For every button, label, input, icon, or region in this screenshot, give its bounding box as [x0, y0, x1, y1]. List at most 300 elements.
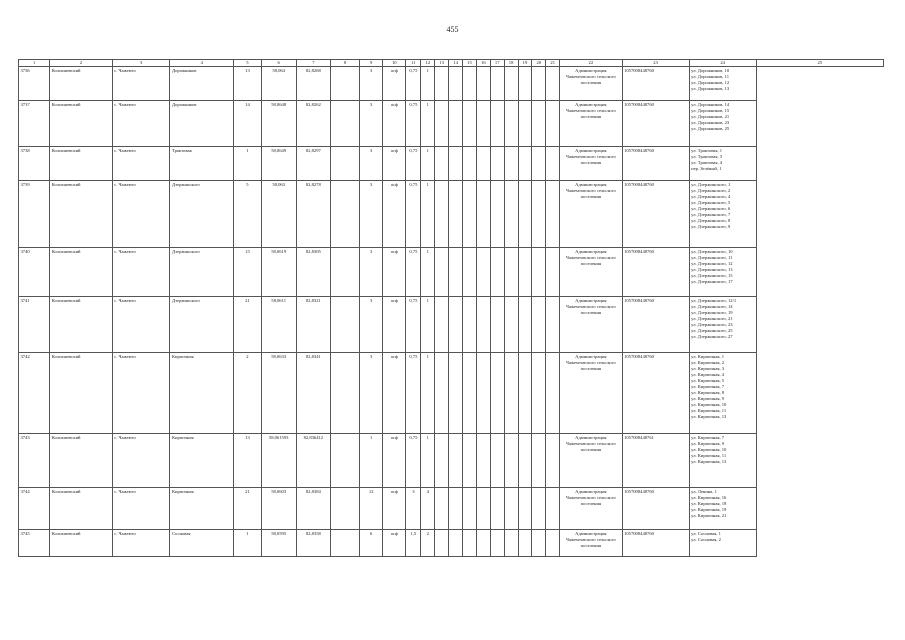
table-cell: 13	[234, 67, 262, 101]
table-cell	[518, 530, 532, 557]
address-line: ул. Кирпичная, 7	[691, 383, 725, 389]
table-cell	[449, 248, 463, 297]
table-cell: 58,0611	[261, 297, 296, 353]
table-cell: 58,061593	[261, 434, 296, 488]
table-cell	[463, 248, 477, 297]
table-cell	[518, 248, 532, 297]
table-cell: Колпашевский	[50, 488, 112, 530]
table-cell	[518, 181, 532, 248]
address-line: ул. Дзержинского, 9	[691, 223, 731, 229]
table-cell: Дорожников	[170, 67, 234, 101]
table-cell	[435, 530, 449, 557]
table-cell: 0,75	[406, 248, 421, 297]
address-line: ул. Кирпичная, 13	[691, 458, 727, 464]
table-cell: 2	[421, 530, 435, 557]
table-cell: Администрация Чажемтовского сельского поселения	[560, 488, 622, 530]
address-line: ул. Дзержинского, 10	[691, 249, 733, 254]
table-cell: 3740	[19, 248, 50, 297]
address-line: ул. Дорожников, 15	[691, 107, 730, 113]
table-cell	[504, 297, 518, 353]
address-list-cell	[689, 181, 756, 248]
table-cell: Колпашевский	[50, 297, 112, 353]
table-row	[19, 530, 884, 557]
table-cell	[331, 181, 360, 248]
table-cell: 3	[360, 353, 383, 434]
table-cell	[504, 101, 518, 147]
table-cell: 82,8384	[296, 488, 331, 530]
address-line: ул. Кирпичная, 10	[691, 401, 727, 407]
table-cell	[476, 488, 490, 530]
table-cell	[532, 297, 546, 353]
table-row	[19, 353, 884, 434]
registry-table	[18, 59, 884, 557]
table-cell: 3	[360, 67, 383, 101]
table-cell: 3	[406, 488, 421, 530]
table-cell: 13	[234, 434, 262, 488]
address-line: ул. Дорожников, 10	[691, 68, 730, 73]
table-cell	[331, 434, 360, 488]
table-cell	[331, 147, 360, 181]
table-cell	[518, 67, 532, 101]
column-number: 18	[504, 60, 518, 67]
table-cell: асф	[383, 530, 406, 557]
table-cell: 3738	[19, 147, 50, 181]
column-number: 17	[490, 60, 504, 67]
address-line: ул. Дзержинского, 4	[691, 193, 731, 199]
address-line: ул. Дзержинского, 11	[691, 254, 733, 260]
table-cell: 58,063	[261, 181, 296, 248]
column-number: 13	[435, 60, 449, 67]
address-line: ул. Кирпичная, 16	[691, 494, 727, 500]
table-cell	[449, 530, 463, 557]
table-cell	[476, 248, 490, 297]
address-line: ул. Кирпичная, 11	[691, 452, 727, 458]
table-cell: 82,836412	[296, 434, 331, 488]
address-line: ул. Дорожников, 23	[691, 119, 730, 125]
table-cell: 14	[234, 101, 262, 147]
table-cell	[490, 181, 504, 248]
table-cell	[490, 488, 504, 530]
table-cell: асф	[383, 434, 406, 488]
table-cell: 3741	[19, 297, 50, 353]
table-cell	[476, 101, 490, 147]
table-cell: с. Чажемто	[112, 530, 170, 557]
table-cell	[476, 530, 490, 557]
table-cell: 1	[421, 297, 435, 353]
table-cell: с. Чажемто	[112, 181, 170, 248]
table-cell	[449, 181, 463, 248]
address-line: ул. Дзержинского, 15	[691, 272, 733, 278]
table-cell: 0,75	[406, 353, 421, 434]
table-cell: с. Чажемто	[112, 353, 170, 434]
address-list-cell	[689, 530, 756, 557]
table-cell: Колпашевский	[50, 530, 112, 557]
table-cell: Администрация Чажемтовского сельского поселения	[560, 530, 622, 557]
table-cell	[490, 297, 504, 353]
table-cell	[490, 353, 504, 434]
table-cell	[331, 530, 360, 557]
table-cell: асф	[383, 147, 406, 181]
table-cell: 1	[234, 147, 262, 181]
table-cell: Колпашевский	[50, 147, 112, 181]
table-cell	[331, 101, 360, 147]
table-cell: с. Чажемто	[112, 488, 170, 530]
table-cell	[504, 434, 518, 488]
table-cell: 58,0633	[261, 353, 296, 434]
address-list-cell	[689, 101, 756, 147]
address-line: ул. Кирпичная, 3	[691, 365, 725, 371]
table-cell	[546, 530, 560, 557]
table-cell	[490, 67, 504, 101]
table-cell: асф	[383, 297, 406, 353]
table-cell: 1057008448760	[622, 101, 689, 147]
table-cell: с. Чажемто	[112, 67, 170, 101]
table-cell	[463, 353, 477, 434]
table-cell: асф	[383, 488, 406, 530]
table-cell	[435, 67, 449, 101]
table-cell: 58,0648	[261, 101, 296, 147]
column-number: 5	[234, 60, 262, 67]
table-cell: с. Чажемто	[112, 101, 170, 147]
table-cell: 58,0649	[261, 147, 296, 181]
address-line: ул. Кирпичная, 9	[691, 440, 725, 446]
table-cell	[518, 101, 532, 147]
table-cell: Колпашевский	[50, 101, 112, 147]
table-cell	[532, 353, 546, 434]
table-cell: 1057008448760	[622, 248, 689, 297]
address-line: ул. Дзержинского, 25	[691, 327, 733, 333]
table-cell: Администрация Чажемтовского сельского поселения	[560, 248, 622, 297]
table-row	[19, 488, 884, 530]
address-line: ул. Кирпичная, 11	[691, 407, 727, 413]
table-cell	[504, 147, 518, 181]
address-line: ул. Дорожников, 21	[691, 113, 730, 119]
table-cell: 0,75	[406, 147, 421, 181]
table-cell	[435, 353, 449, 434]
table-cell: Администрация Чажемтовского сельского поселения	[560, 101, 622, 147]
table-cell	[331, 67, 360, 101]
table-row	[19, 248, 884, 297]
column-number: 6	[261, 60, 296, 67]
table-cell: 4	[421, 488, 435, 530]
table-cell	[463, 67, 477, 101]
table-cell	[449, 434, 463, 488]
column-number: 10	[383, 60, 406, 67]
address-line: ул. Кирпичная, 5	[691, 377, 725, 383]
address-line: ул. Дорожников, 11	[691, 73, 729, 79]
table-cell	[546, 248, 560, 297]
address-line: ул. Дзержинского, 13	[691, 266, 733, 272]
address-line: ул. Кирпичная, 13	[691, 413, 727, 419]
address-list-cell	[689, 297, 756, 353]
table-cell: с. Чажемто	[112, 147, 170, 181]
address-line: ул. Сосновая, 2	[691, 536, 721, 542]
table-cell	[518, 353, 532, 434]
table-cell	[449, 67, 463, 101]
column-number-row	[19, 60, 884, 67]
table-cell: 3	[360, 147, 383, 181]
table-cell	[476, 353, 490, 434]
table-cell: 12	[360, 488, 383, 530]
table-row	[19, 101, 884, 147]
table-row	[19, 434, 884, 488]
table-cell	[435, 297, 449, 353]
table-cell: 1057008448760	[622, 147, 689, 181]
table-cell: 3	[360, 181, 383, 248]
table-cell: 82,8305	[296, 248, 331, 297]
table-cell: с. Чажемто	[112, 297, 170, 353]
table-cell: Дзержинского	[170, 297, 234, 353]
column-number: 25	[756, 60, 883, 67]
address-line: ул. Дзержинского, 23	[691, 321, 733, 327]
column-number: 9	[360, 60, 383, 67]
column-number: 3	[112, 60, 170, 67]
address-list-cell	[689, 67, 756, 101]
table-cell: 3744	[19, 488, 50, 530]
table-cell: 3745	[19, 530, 50, 557]
table-cell	[435, 248, 449, 297]
table-cell: 1	[234, 530, 262, 557]
table-cell	[463, 297, 477, 353]
table-cell: Администрация Чажемтовского сельского поселения	[560, 147, 622, 181]
table-cell: Кирпичная	[170, 488, 234, 530]
table-cell	[504, 248, 518, 297]
table-cell	[532, 488, 546, 530]
table-cell: 1,5	[406, 530, 421, 557]
address-line: ул. Кирпичная, 7	[691, 435, 725, 440]
table-cell: Колпашевский	[50, 434, 112, 488]
table-cell: 1	[421, 434, 435, 488]
table-cell	[518, 434, 532, 488]
table-cell: 1	[421, 248, 435, 297]
table-cell: асф	[383, 248, 406, 297]
table-cell	[463, 181, 477, 248]
table-cell: 3736	[19, 67, 50, 101]
table-cell: 1057008448760	[622, 530, 689, 557]
address-line: ул. Ленина, 1	[691, 489, 717, 494]
table-cell: 1	[421, 147, 435, 181]
column-number: 8	[331, 60, 360, 67]
table-cell	[532, 67, 546, 101]
address-line: ул. Дорожников, 12	[691, 79, 730, 85]
table-cell: Администрация Чажемтовского сельского поселения	[560, 353, 622, 434]
table-cell: асф	[383, 353, 406, 434]
table-cell: с. Чажемто	[112, 434, 170, 488]
table-cell: Администрация Чажемтовского сельского поселения	[560, 181, 622, 248]
address-list-cell	[689, 434, 756, 488]
table-cell	[449, 488, 463, 530]
table-cell: 58,064	[261, 67, 296, 101]
column-number: 14	[449, 60, 463, 67]
table-cell: 6	[360, 530, 383, 557]
table-cell	[449, 353, 463, 434]
table-cell	[546, 147, 560, 181]
table-cell	[504, 488, 518, 530]
table-row	[19, 147, 884, 181]
table-cell: Колпашевский	[50, 67, 112, 101]
table-cell: Дзержинского	[170, 181, 234, 248]
column-number: 1	[19, 60, 50, 67]
table-cell	[504, 181, 518, 248]
table-cell	[518, 147, 532, 181]
table-cell: Кирпичная	[170, 434, 234, 488]
column-number: 24	[689, 60, 756, 67]
table-cell: 1	[360, 434, 383, 488]
table-cell: 1057008448760	[622, 488, 689, 530]
table-cell	[546, 297, 560, 353]
table-cell	[435, 147, 449, 181]
address-line: ул. Дзержинского, 12/1	[691, 298, 737, 303]
table-cell	[331, 248, 360, 297]
column-number: 23	[622, 60, 689, 67]
table-cell: 21	[234, 488, 262, 530]
table-cell	[504, 353, 518, 434]
table-cell: 1	[421, 181, 435, 248]
address-line: ул. Дзержинского, 6	[691, 205, 731, 211]
address-line: ул. Дзержинского, 1	[691, 182, 731, 187]
table-cell: 82,8278	[296, 181, 331, 248]
column-number: 21	[546, 60, 560, 67]
table-cell: 3739	[19, 181, 50, 248]
address-line: ул. Сосновая, 1	[691, 531, 721, 536]
table-cell: Кирпичная	[170, 353, 234, 434]
table-cell	[435, 181, 449, 248]
table-cell: 3742	[19, 353, 50, 434]
table-cell: Администрация Чажемтовского сельского поселения	[560, 67, 622, 101]
table-cell	[463, 488, 477, 530]
table-row	[19, 67, 884, 101]
table-cell	[490, 147, 504, 181]
column-number: 19	[518, 60, 532, 67]
table-cell: 82,8297	[296, 147, 331, 181]
table-cell	[490, 101, 504, 147]
table-cell: 82,8268	[296, 67, 331, 101]
table-cell: 3	[360, 101, 383, 147]
address-line: ул. Дзержинского, 2	[691, 187, 731, 193]
table-cell	[546, 67, 560, 101]
table-cell	[331, 488, 360, 530]
address-line: ул. Дзержинского, 27	[691, 333, 733, 339]
table-cell	[435, 488, 449, 530]
table-cell	[532, 147, 546, 181]
address-list-cell	[689, 488, 756, 530]
table-cell	[490, 248, 504, 297]
table-cell: Колпашевский	[50, 181, 112, 248]
address-line: ул. Трактовая, 4	[691, 159, 723, 165]
table-cell: 1	[421, 101, 435, 147]
table-cell	[490, 530, 504, 557]
table-cell: 82,8262	[296, 101, 331, 147]
table-cell: Администрация Чажемтовского сельского поселения	[560, 297, 622, 353]
table-cell	[546, 488, 560, 530]
table-cell	[476, 434, 490, 488]
table-cell	[331, 297, 360, 353]
address-line: ул. Кирпичная, 21	[691, 512, 727, 518]
table-cell: 1057008448760	[622, 181, 689, 248]
table-cell: 1057008448760	[622, 297, 689, 353]
column-number: 7	[296, 60, 331, 67]
table-cell	[476, 67, 490, 101]
address-line: ул. Кирпичная, 1	[691, 354, 725, 359]
address-line: ул. Дзержинского, 12	[691, 260, 733, 266]
address-line: ул. Дорожников, 25	[691, 125, 730, 131]
table-cell	[331, 353, 360, 434]
table-cell	[463, 101, 477, 147]
table-cell: Дорожников	[170, 101, 234, 147]
address-line: ул. Дзержинского, 21	[691, 315, 733, 321]
column-number: 16	[476, 60, 490, 67]
address-line: ул. Дзержинского, 19	[691, 309, 733, 315]
table-cell	[546, 434, 560, 488]
table-cell	[518, 297, 532, 353]
table-cell: 1057008448760	[622, 353, 689, 434]
table-cell	[532, 248, 546, 297]
table-cell	[490, 434, 504, 488]
table-cell: Сосновая	[170, 530, 234, 557]
address-line: ул. Трактовая, 1	[691, 148, 723, 153]
table-row	[19, 181, 884, 248]
table-cell: 1057008448760	[622, 67, 689, 101]
table-cell: 3743	[19, 434, 50, 488]
table-cell	[546, 353, 560, 434]
table-cell: 1	[421, 353, 435, 434]
address-line: ул. Кирпичная, 2	[691, 359, 725, 365]
table-cell: 82,8321	[296, 297, 331, 353]
table-cell: 1057008448761	[622, 434, 689, 488]
table-cell	[532, 530, 546, 557]
table-cell: асф	[383, 181, 406, 248]
address-line: ул. Дзержинского, 14	[691, 303, 733, 309]
table-cell	[476, 297, 490, 353]
column-number: 12	[421, 60, 435, 67]
table-cell	[546, 181, 560, 248]
address-line: ул. Дзержинского, 7	[691, 211, 731, 217]
table-cell: 0,75	[406, 434, 421, 488]
table-cell: асф	[383, 101, 406, 147]
table-cell: 3	[360, 248, 383, 297]
address-line: ул. Кирпичная, 19	[691, 506, 727, 512]
table-cell	[476, 147, 490, 181]
table-cell: 0,75	[406, 67, 421, 101]
table-cell	[449, 101, 463, 147]
table-row	[19, 297, 884, 353]
table-cell: 3737	[19, 101, 50, 147]
address-line: ул. Кирпичная, 9	[691, 395, 725, 401]
address-line: ул. Кирпичная, 8	[691, 389, 725, 395]
table-cell	[504, 67, 518, 101]
table-cell: 58,0603	[261, 488, 296, 530]
address-line: ул. Кирпичная, 18	[691, 500, 727, 506]
column-number: 2	[50, 60, 112, 67]
table-cell: Дзержинского	[170, 248, 234, 297]
table-cell: 0,75	[406, 101, 421, 147]
table-cell: Колпашевский	[50, 353, 112, 434]
table-cell	[532, 101, 546, 147]
table-cell: 58,0619	[261, 248, 296, 297]
address-line: ул. Дорожников, 13	[691, 85, 730, 91]
table-cell	[546, 101, 560, 147]
table-cell	[504, 530, 518, 557]
table-cell	[449, 297, 463, 353]
address-line: ул. Трактовая, 3	[691, 153, 723, 159]
address-list-cell	[689, 147, 756, 181]
address-line: ул. Дорожников, 14	[691, 102, 730, 107]
table-cell: 82,8358	[296, 530, 331, 557]
table-cell	[518, 488, 532, 530]
address-list-cell	[689, 248, 756, 297]
address-line: ул. Дзержинского, 5	[691, 199, 731, 205]
table-cell: 58,0595	[261, 530, 296, 557]
